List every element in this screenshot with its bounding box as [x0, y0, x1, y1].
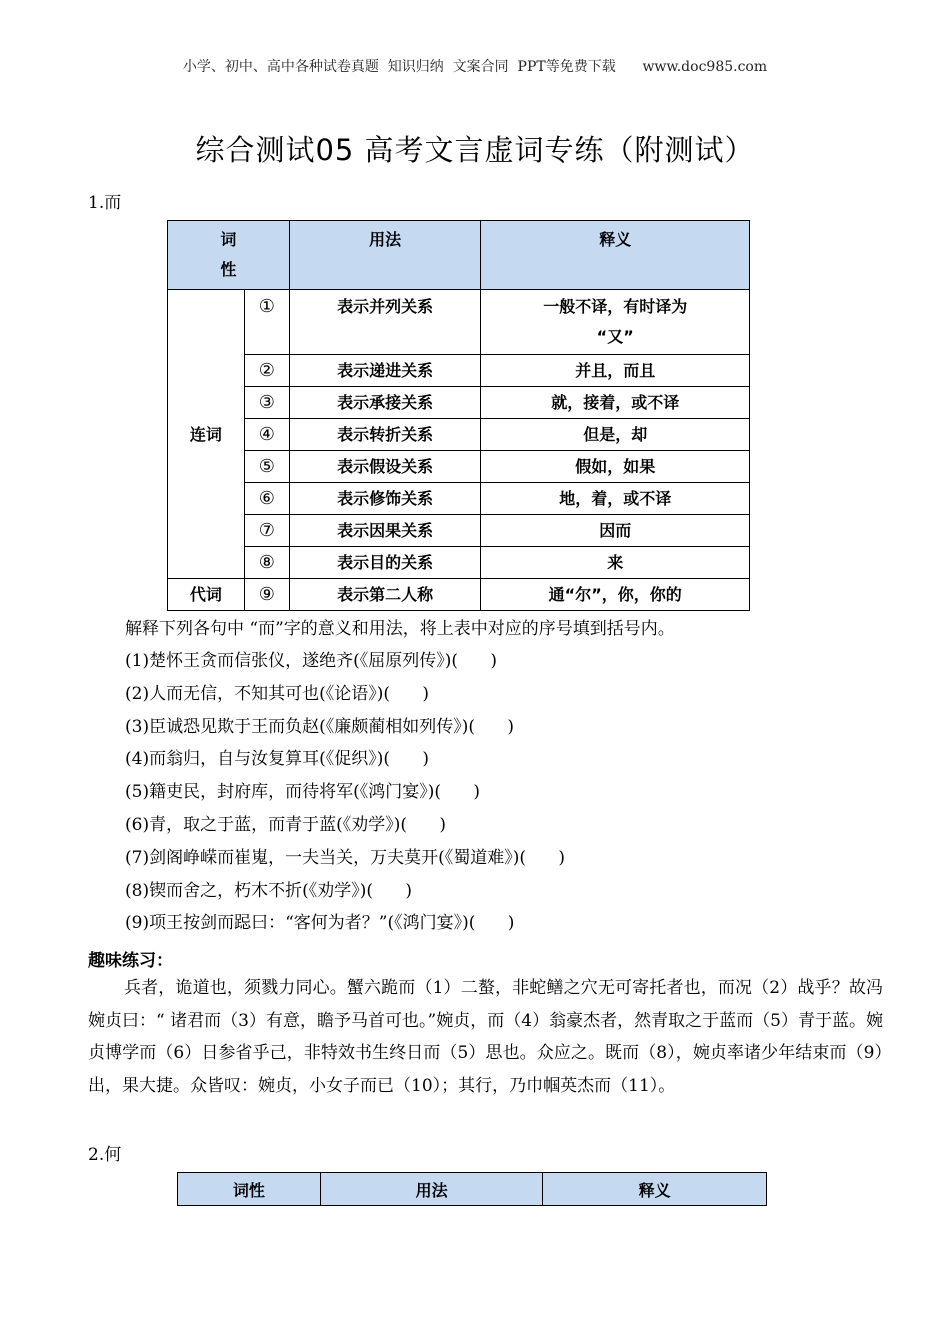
page-title: 综合测试05 高考文言虚词专练（附测试）: [195, 133, 755, 167]
row-number: ③: [244, 387, 289, 419]
sentence-item: (6)青，取之于蓝，而青于蓝(《劝学》)( ): [125, 814, 447, 835]
sentence-item: (9)项王按剑而跽曰：“客何为者？”(《鸿门宴》)( ): [125, 913, 515, 934]
row-meaning: 假如，如果: [481, 451, 750, 483]
row-meaning: 地，着，或不译: [481, 483, 750, 515]
section-label-he: 2.何: [88, 1145, 122, 1165]
header-pos: 词性: [178, 1173, 321, 1206]
row-meaning: 就，接着，或不译: [481, 387, 750, 419]
sentence-item: (3)臣诚恐见欺于王而负赵(《廉颇蔺相如列传》)( ): [125, 716, 515, 737]
row-number: ⑦: [244, 515, 289, 547]
row-number: ⑧: [244, 547, 289, 579]
row-meaning: 因而: [481, 515, 750, 547]
row-number: ②: [244, 355, 289, 387]
header-meaning: 释义: [481, 221, 750, 290]
row-meaning: 来: [481, 547, 750, 579]
er-usage-table: [167, 220, 750, 611]
row-meaning: 但是，却: [481, 419, 750, 451]
page-header: 小学、初中、高中各种试卷真题 知识归纳 文案合同 PPT等免费下载 www.doc985.com: [182, 59, 768, 75]
table-row: [168, 387, 750, 419]
row-usage: 表示第二人称: [289, 579, 481, 611]
instruction-text: 解释下列各句中 “而”字的意义和用法，将上表中对应的序号填到括号内。: [125, 619, 675, 639]
row-number: ①: [244, 290, 289, 355]
sentence-item: (2)人而无信，不知其可也(《论语》)( ): [125, 683, 430, 704]
table-row: [168, 451, 750, 483]
row-number: ⑥: [244, 483, 289, 515]
fun-practice-heading: 趣味练习：: [88, 951, 173, 971]
header-usage: 用法: [320, 1173, 543, 1206]
row-usage: 表示转折关系: [289, 419, 481, 451]
row-number: ⑤: [244, 451, 289, 483]
row-meaning: 一般不译，有时译为 “又”: [481, 290, 750, 355]
table-row: [168, 515, 750, 547]
row-usage: 表示假设关系: [289, 451, 481, 483]
header-meaning: 释义: [543, 1173, 767, 1206]
sentence-item: (8)锲而舍之，朽木不折(《劝学》)( ): [125, 880, 413, 901]
row-number: ④: [244, 419, 289, 451]
sentence-item: (4)而翁归，自与汝复算耳(《促织》)( ): [125, 749, 430, 770]
row-meaning: 通“尔”，你，你的: [481, 579, 750, 611]
sentence-item: (7)剑阁峥嵘而崔嵬，一夫当关，万夫莫开(《蜀道难》)( ): [125, 847, 566, 868]
header-usage: 用法: [289, 221, 481, 290]
pos-pronoun: 代词: [168, 579, 245, 611]
table-row: [168, 483, 750, 515]
header-pos: 词 性: [168, 221, 290, 290]
table-row: [168, 579, 750, 611]
table-row: [168, 290, 750, 355]
sentence-item: (1)楚怀王贪而信张仪，遂绝齐(《屈原列传》)( ): [125, 651, 498, 671]
row-meaning: 并且，而且: [481, 355, 750, 387]
row-usage: 表示修饰关系: [289, 483, 481, 515]
sentence-item: (5)籍吏民，封府库，而待将军(《鸿门宴》)( ): [125, 782, 481, 803]
table-row: [168, 419, 750, 451]
sentence-list: [125, 645, 565, 940]
row-usage: 表示承接关系: [289, 387, 481, 419]
he-usage-table: [177, 1172, 767, 1206]
table-header-row: [178, 1173, 767, 1206]
row-usage: 表示因果关系: [289, 515, 481, 547]
row-usage: 表示递进关系: [289, 355, 481, 387]
table-header-row: [168, 221, 750, 290]
pos-conjunction: 连词: [168, 290, 245, 579]
row-usage: 表示目的关系: [289, 547, 481, 579]
table-row: [168, 547, 750, 579]
row-usage: 表示并列关系: [289, 290, 481, 355]
fun-practice-paragraph: 兵者，诡道也，须戮力同心。蟹六跪而（1）二螯，非蛇鳝之穴无可寄托者也，而况（2）战乎？故冯婉贞曰：“ 诸君而（3）有意，瞻予马首可也。”婉贞，而（4）翁豪杰者，然青取之于蓝而（5）青于蓝。婉贞博学而（6）日参省乎己，非特效书生终日而（5）思也。众应之。既而（8），婉贞率诸少年结束而（9）出，果大捷。众皆叹：婉贞，小女子而已（10）；其行，乃巾帼英杰而（11）。: [88, 978, 883, 1096]
section-label-er: 1.而: [88, 193, 122, 213]
row-number: ⑨: [244, 579, 289, 611]
table-row: [168, 355, 750, 387]
